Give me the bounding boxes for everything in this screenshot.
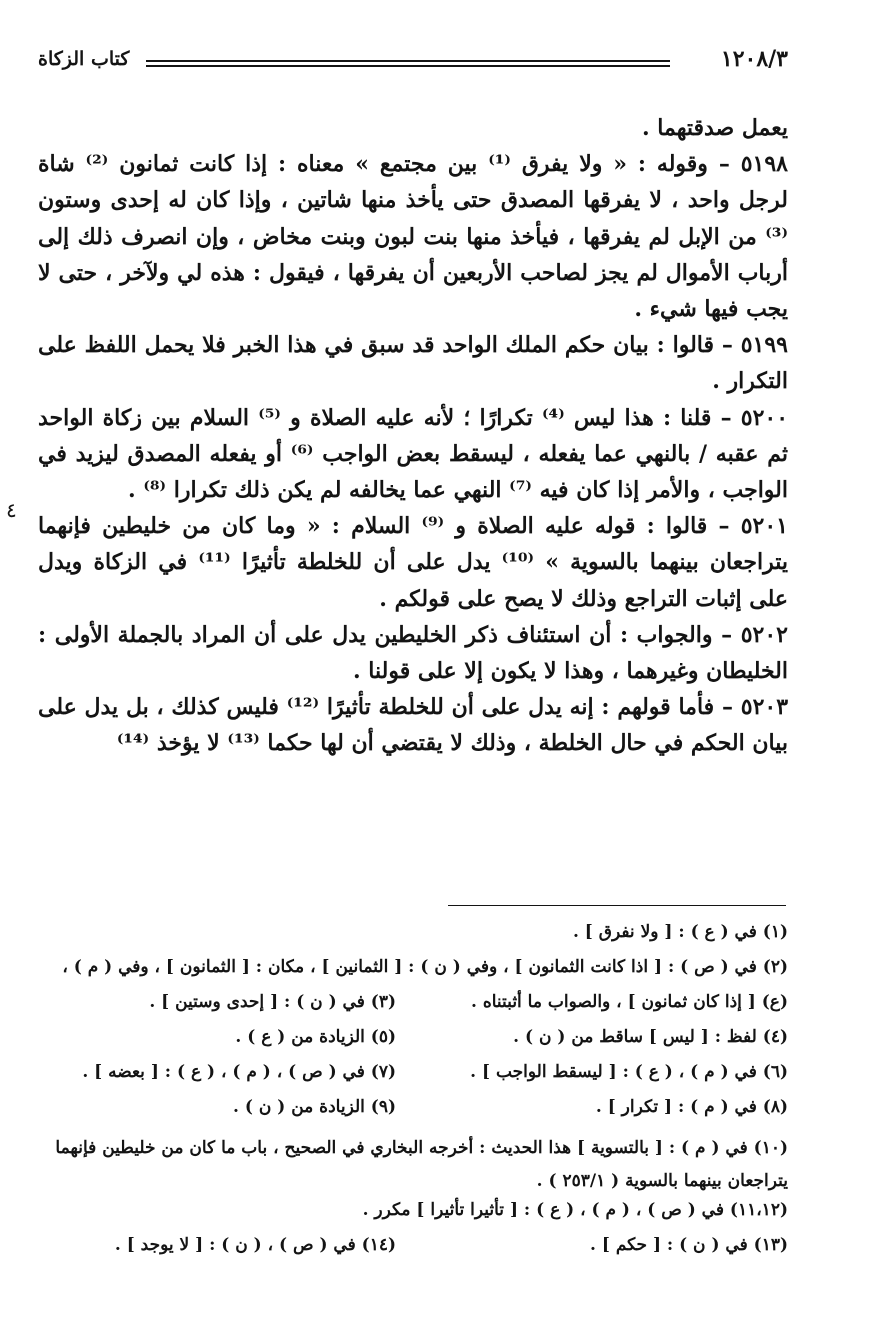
- footnote: (٤) لفظ : [ ليس ] ساقط من ( ن ) .: [513, 1027, 788, 1047]
- paragraph: ٥٢٠٢ – والجواب : أن استئناف ذكر الخليطين يدل على أن المراد بالجملة الأولى : الخليطان وغيرهما ، وهذا لا يكون إلا على قولنا .: [38, 621, 788, 685]
- footnote: (١٤) في ( ص ) ، ( ن ) : [ لا يوجد ] .: [114, 1235, 396, 1255]
- page-number: ١٢٠٨/٣: [720, 46, 788, 72]
- paragraph: ٥٢٠٣ – فأما قولهم : إنه يدل على أن للخلطة تأثيرًا ⁽¹²⁾ فليس كذلك ، بل يدل على بيان الحكم في حال الخلطة ، وذلك لا يقتضي أن لها حكما ⁽¹³⁾ لا يؤخذ ⁽¹⁴⁾: [38, 694, 789, 757]
- footnote: (٧) في ( ص ) ، ( م ) ، ( ع ) : [ بعضه ] .: [82, 1062, 396, 1082]
- footnote: (١٠) في ( م ) : [ بالتسوية ] هذا الحديث : أخرجه البخاري في الصحيح ، باب ما كان من خليطين فإنهما: [55, 1138, 788, 1158]
- footnote: (٣) في ( ن ) : [ إحدى وستين ] .: [149, 992, 396, 1012]
- footnote: (١٣) في ( ن ) : [ حكم ] .: [590, 1235, 788, 1255]
- main-text: [38, 110, 788, 762]
- paragraph: ٥١٩٩ – قالوا : بيان حكم الملك الواحد قد سبق في هذا الخبر فلا يحمل اللفظ على التكرار .: [38, 332, 788, 395]
- footnote: (٢) في ( ص ) : [ اذا كانت الثمانون ] ، وفي ( ن ) : [ الثمانين ] ، مكان : [ الثمانون ] ، وفي ( م ) ،: [62, 957, 788, 977]
- manuscript-folio-marker: ٤: [6, 498, 17, 522]
- footnotes: [38, 922, 788, 1270]
- book-title: كتاب الزكاة: [38, 48, 130, 70]
- paragraph: ٥٢٠٠ – قلنا : هذا ليس ⁽⁴⁾ تكرارًا ؛ لأنه عليه الصلاة و ⁽⁵⁾ السلام بين زكاة الواحد ثم عقبه / بالنهي عما يفعله ، ليسقط بعض الواجب ⁽⁶⁾ أو يفعله المصدق ليزيد في الواجب ، والأمر إذا كان فيه ⁽⁷⁾ النهي عما يخالفه لم يكن ذلك تكرارا ⁽⁸⁾ .: [38, 404, 789, 504]
- footnote: (ع) [ إذا كان ثمانون ] ، والصواب ما أثبتناه .: [471, 992, 788, 1012]
- running-header: [38, 44, 788, 84]
- paragraph: ٥٢٠١ – قالوا : قوله عليه الصلاة و ⁽⁹⁾ السلام : « وما كان من خليطين فإنهما يتراجعان بينهما بالسوية » ⁽¹⁰⁾ يدل على أن للخلطة تأثيرًا ⁽¹¹⁾ في الزكاة ويدل على إثبات التراجع وذلك لا يصح على قولكم .: [38, 513, 788, 612]
- footnote: (٦) في ( م ) ، ( ع ) : [ ليسقط الواجب ] .: [470, 1062, 788, 1082]
- footnote: (١١،١٢) في ( ص ) ، ( م ) ، ( ع ) : [ تأثيرا تأثيرا ] مكرر .: [362, 1200, 788, 1220]
- paragraph: يعمل صدقتهما .: [641, 115, 788, 141]
- paragraph: ٥١٩٨ – وقوله : « ولا يفرق ⁽¹⁾ بين مجتمع » معناه : إذا كانت ثمانون ⁽²⁾ شاة لرجل واحد ، لا يفرقها المصدق حتى يأخذ منها شاتين ، وإذا كان له إحدى وستون ⁽³⁾ من الإبل لم يفرقها ، فيأخذ منها بنت لبون وبنت مخاض ، وإن انصرف ذلك إلى أرباب الأموال لم يجز لصاحب الأربعين أن يفرقها ، فيقول : هذه لي ولآخر ، حتى لا يجب فيها شيء .: [38, 151, 788, 323]
- footnote-separator: [448, 905, 786, 906]
- footnote: يتراجعان بينهما بالسوية ( ٢٥٣/١ ) .: [536, 1171, 788, 1191]
- footnote: (٩) الزيادة من ( ن ) .: [233, 1097, 396, 1117]
- footnote: (١) في ( ع ) : [ ولا نفرق ] .: [572, 922, 788, 942]
- footnote: (٥) الزيادة من ( ع ) .: [235, 1027, 396, 1047]
- footnote: (٨) في ( م ) : [ تكرار ] .: [595, 1097, 788, 1117]
- header-rule: [146, 60, 670, 67]
